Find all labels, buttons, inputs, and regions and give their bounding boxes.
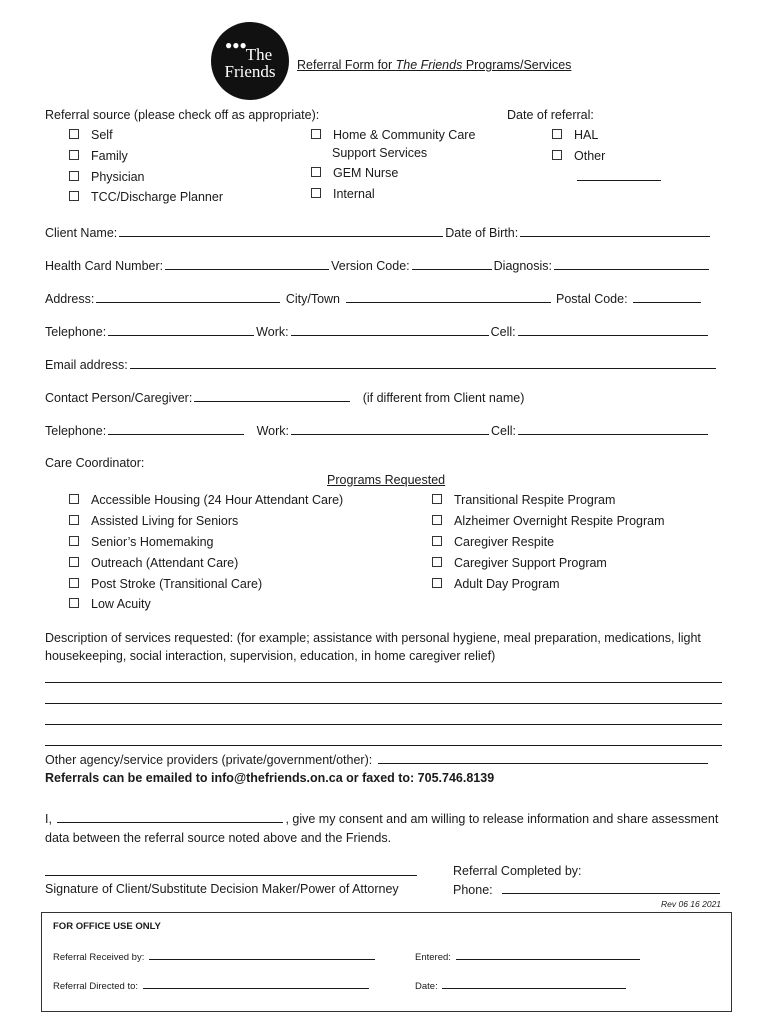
other-agency-label: Other agency/service providers (private/government/other): [45,753,373,767]
checkbox-icon[interactable] [432,515,442,525]
version-code-field[interactable] [412,258,492,270]
client-name-field[interactable] [119,225,443,237]
program-post-stroke[interactable]: Post Stroke (Transitional Care) [69,577,262,591]
checkbox-icon[interactable] [311,188,321,198]
address-field[interactable] [96,291,280,303]
contact-row [45,390,524,405]
checkbox-self[interactable]: Self [69,128,113,142]
care-coordinator-label: Care Coordinator: [45,456,145,470]
health-card-row [45,258,711,273]
telephone-row [45,324,710,339]
program-alzheimer[interactable]: Alzheimer Overnight Respite Program [432,514,665,528]
dob-field[interactable] [520,225,710,237]
caregiver-work-field[interactable] [291,423,489,435]
checkbox-icon[interactable] [69,150,79,160]
address-row [45,291,703,306]
cell-field[interactable] [518,324,708,336]
version-code-label: Version Code: [331,259,410,273]
program-homemaking[interactable]: Senior’s Homemaking [69,535,214,549]
logo-line2: Friends [224,61,276,81]
description-blank-line[interactable] [45,682,722,683]
received-field[interactable] [149,950,375,960]
client-name-row [45,225,712,240]
checkbox-hal[interactable]: HAL [552,128,598,142]
email-row [45,357,718,372]
date-label: Date: [415,981,438,992]
entered-label: Entered: [415,952,451,963]
city-field[interactable] [346,291,551,303]
diagnosis-label: Diagnosis: [493,259,553,273]
checkbox-family[interactable]: Family [69,149,128,163]
other-agency-row [45,752,710,767]
description-line2: housekeeping, social interaction, supervision, education, in home caregiver relief) [45,649,496,663]
directed-label: Referral Directed to: [53,981,139,992]
phone-label: Phone: [453,883,493,897]
checkbox-physician[interactable]: Physician [69,170,145,184]
home-community-line2: Support Services [332,146,428,160]
checkbox-icon[interactable] [432,536,442,546]
date-field[interactable] [442,979,626,989]
checkbox-other[interactable]: Other [552,149,605,163]
checkbox-icon[interactable] [432,557,442,567]
directed-row [53,979,371,992]
date-of-referral-label: Date of referral: [507,108,594,122]
caregiver-telephone-field[interactable] [108,423,244,435]
postal-code-field[interactable] [633,291,701,303]
referral-email-note: Referrals can be emailed to info@thefriends.on.ca or faxed to: 705.746.8139 [45,771,495,785]
city-label: City/Town [285,292,341,306]
checkbox-home-community[interactable]: Home & Community Care [311,128,475,142]
people-icon: ●●● [225,38,247,52]
program-outreach[interactable]: Outreach (Attendant Care) [69,556,238,570]
checkbox-tcc[interactable]: TCC/Discharge Planner [69,190,223,204]
office-use-box [41,912,732,1012]
cell-label: Cell: [490,325,516,339]
checkbox-icon[interactable] [432,578,442,588]
signature-label: Signature of Client/Substitute Decision Maker/Power of Attorney [45,882,399,896]
received-row [53,950,377,963]
health-card-field[interactable] [165,258,329,270]
program-low-acuity[interactable]: Low Acuity [69,597,151,611]
caregiver-telephone-row [45,423,710,438]
checkbox-icon[interactable] [69,578,79,588]
diagnosis-field[interactable] [554,258,709,270]
checkbox-internal[interactable]: Internal [311,187,375,201]
date-of-referral-blank[interactable] [577,168,661,181]
contact-field[interactable] [194,390,350,402]
revision-label: Rev 06 16 2021 [661,899,722,909]
form-title: Referral Form for The Friends Programs/Services [297,58,572,72]
completed-by-label: Referral Completed by: [453,864,582,878]
consent-line2: data between the referral source noted above and the Friends. [45,831,392,845]
referral-source-label: Referral source (please check off as appropriate): [45,108,320,122]
consent-pre: I, [45,812,52,826]
address-label: Address: [45,292,95,306]
program-caregiver-respite[interactable]: Caregiver Respite [432,535,554,549]
if-different-note: (if different from Client name) [362,391,525,405]
email-field[interactable] [130,357,716,369]
logo-line1: The [245,44,273,64]
telephone-label: Telephone: [45,424,107,438]
program-accessible-housing[interactable]: Accessible Housing (24 Hour Attendant Care) [69,493,343,507]
work-label: Work: [256,325,289,339]
checkbox-icon[interactable] [69,515,79,525]
checkbox-icon[interactable] [69,494,79,504]
program-adult-day[interactable]: Adult Day Program [432,577,560,591]
friends-logo [211,22,289,100]
program-assisted-living[interactable]: Assisted Living for Seniors [69,514,238,528]
phone-row [453,882,722,897]
health-card-label: Health Card Number: [45,259,164,273]
checkbox-icon[interactable] [69,557,79,567]
email-label: Email address: [45,358,128,372]
date-row [415,979,628,992]
entered-row [415,950,642,963]
work-label: Work: [256,424,290,438]
checkbox-icon[interactable] [69,598,79,608]
cell-label: Cell: [491,424,517,438]
checkbox-icon[interactable] [311,167,321,177]
work-field[interactable] [291,324,489,336]
checkbox-icon[interactable] [69,171,79,181]
checkbox-gem-nurse[interactable]: GEM Nurse [311,166,398,180]
description-blank-line[interactable] [45,724,722,725]
description-blank-line[interactable] [45,745,722,746]
other-agency-field[interactable] [378,752,708,764]
telephone-field[interactable] [108,324,254,336]
telephone-label: Telephone: [45,325,107,339]
office-title: FOR OFFICE USE ONLY [53,921,161,932]
contact-label: Contact Person/Caregiver: [45,391,193,405]
description-line1: Description of services requested: (for example; assistance with personal hygiene, meal preparation, medications, light [45,631,701,645]
entered-field[interactable] [456,950,640,960]
postal-code-label: Postal Code: [555,292,628,306]
programs-heading: Programs Requested [327,473,446,487]
consent-line1 [45,811,718,826]
directed-field[interactable] [143,979,369,989]
checkbox-icon[interactable] [69,536,79,546]
checkbox-icon[interactable] [432,494,442,504]
program-transitional-respite[interactable]: Transitional Respite Program [432,493,615,507]
client-name-label: Client Name: [45,226,118,240]
received-label: Referral Received by: [53,952,145,963]
checkbox-icon[interactable] [69,191,79,201]
consent-post: , give my consent and am willing to release information and share assessment [285,812,719,826]
phone-field[interactable] [502,882,720,894]
checkbox-icon[interactable] [311,129,321,139]
checkbox-icon[interactable] [552,129,562,139]
dob-label: Date of Birth: [445,226,519,240]
description-blank-line[interactable] [45,703,722,704]
program-caregiver-support[interactable]: Caregiver Support Program [432,556,607,570]
checkbox-icon[interactable] [69,129,79,139]
consent-name-field[interactable] [57,811,283,823]
signature-field[interactable] [45,865,417,876]
checkbox-icon[interactable] [552,150,562,160]
caregiver-cell-field[interactable] [518,423,708,435]
